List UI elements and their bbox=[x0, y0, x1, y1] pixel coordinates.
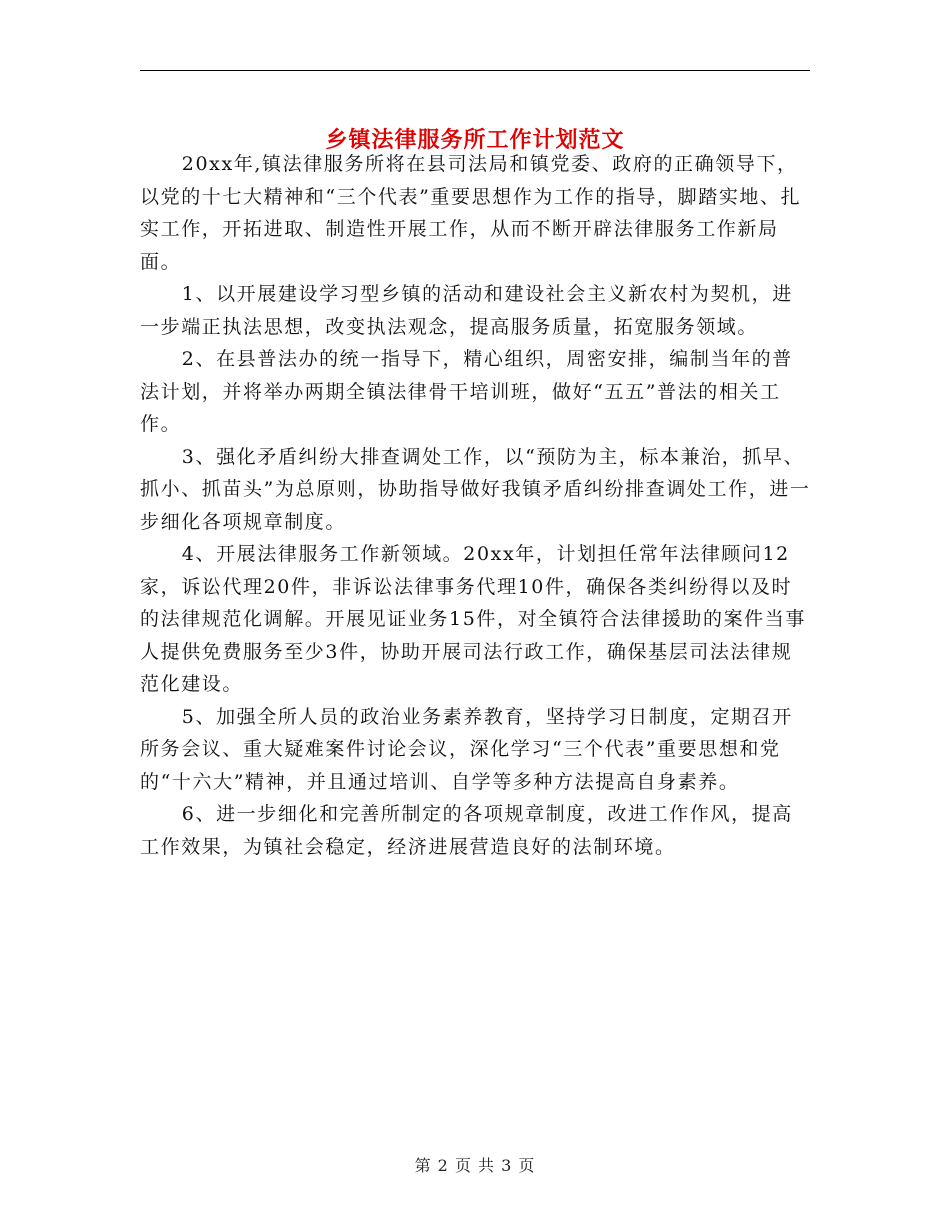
paragraph-intro: 20xx年,镇法律服务所将在县司法局和镇党委、政府的正确领导下，以党的十七大精神和“三个代表”重要思想作为工作的指导，脚踏实地、扎实工作，开拓进取、制造性开展工作，从而不断开辟法律服务工作新局面。 bbox=[140, 153, 802, 273]
paragraph-item-2: 2、在县普法办的统一指导下，精心组织，周密安排，编制当年的普法计划，并将举办两期全镇法律骨干培训班，做好“五五”普法的相关工作。 bbox=[140, 348, 793, 435]
paragraph-item-4: 4、开展法律服务工作新领域。20xx年，计划担任常年法律顾问12家，诉讼代理20件，非诉讼法律事务代理10件，确保各类纠纷得以及时的法律规范化调解。开展见证业务15件，对全镇符合法律援助的案件当事人提供免费服务至少3件，协助开展司法行政工作，确保基层司法法律规范化建设。 bbox=[140, 543, 806, 695]
paragraph-item-3: 3、强化矛盾纠纷大排查调处工作，以“预防为主，标本兼治，抓早、抓小、抓苗头”为总原则，协助指导做好我镇矛盾纠纷排查调处工作，进一步细化各项规章制度。 bbox=[140, 445, 811, 533]
paragraph-item-1: 1、以开展建设学习型乡镇的活动和建设社会主义新农村为契机，进一步端正执法思想，改变执法观念，提高服务质量，拓宽服务领域。 bbox=[140, 283, 793, 338]
paragraph-item-5: 5、加强全所人员的政治业务素养教育，坚持学习日制度，定期召开所务会议、重大疑难案件讨论会议，深化学习“三个代表”重要思想和党的“十六大”精神，并且通过培训、自学等多种方法提高自身素养。 bbox=[140, 705, 793, 793]
header-rule bbox=[140, 70, 810, 71]
page-number: 第 2 页 共 3 页 bbox=[414, 1156, 536, 1175]
document-title: 乡镇法律服务所工作计划范文 bbox=[325, 127, 625, 153]
paragraph-item-6: 6、进一步细化和完善所制定的各项规章制度，改进工作作风，提高工作效果，为镇社会稳定，经济进展营造良好的法制环境。 bbox=[140, 803, 793, 858]
document-body bbox=[140, 148, 812, 863]
